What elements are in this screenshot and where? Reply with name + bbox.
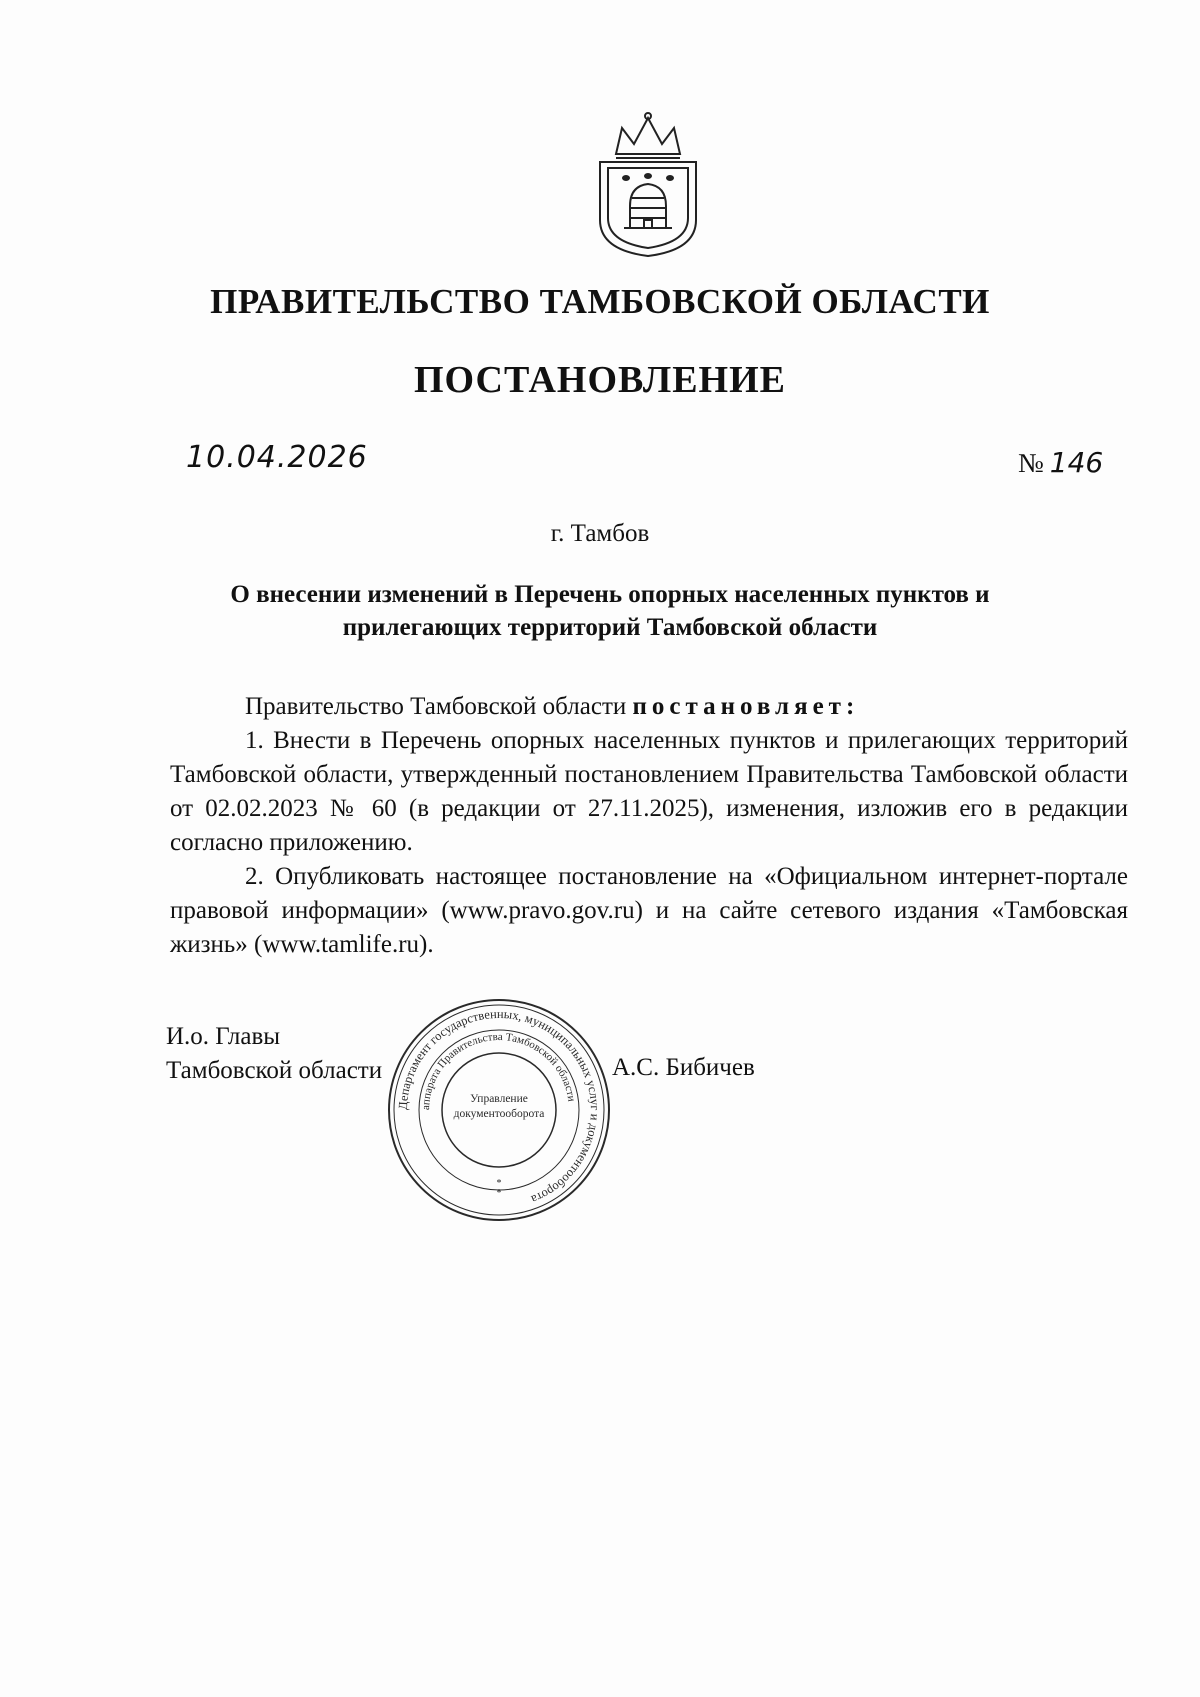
lead-keyword: постановляет: [632,693,860,720]
stamp-inner-text: аппарата Правительства Тамбовской области [419,1030,578,1111]
number-value: 146 [1049,446,1104,479]
stamp-outer-text: Департамент государственных, муниципальных услуг и документооборота [395,1006,603,1207]
stamp-center [447,1092,551,1132]
signer-position-line-1: И.о. Главы [166,1023,281,1050]
city: г. Тамбов [550,520,650,547]
signer-position [166,1020,382,1088]
subject-line-1: О внесении изменений в Перечень опорных населенных пунктов и [230,581,990,608]
document-number [1018,446,1103,479]
signer-position-line-2: Тамбовской области [166,1057,383,1084]
number-label: № [1018,448,1044,478]
resolution-lead [170,690,1128,724]
item-1: 1. Внести в Перечень опорных населенных пунктов и прилегающих территорий Тамбовской области, утвержденный постановлением Правительства Тамбовской области от 02.02.2023 № 60 (в редакции от 27.11.2025), изменения, изложив его в редакции согласно приложению. [170,727,1128,856]
document-type: ПОСТАНОВЛЕНИЕ [413,359,787,401]
lead-text: Правительство Тамбовской области [245,693,633,720]
round-seal-icon [385,996,613,1224]
document-subject [150,578,1070,644]
document-date: 10.04.2026 [186,440,368,475]
government-title: ПРАВИТЕЛЬСТВО ТАМБОВСКОЙ ОБЛАСТИ [210,282,990,321]
document-body [170,690,1128,962]
svg-text:*: * [496,1188,502,1199]
subject-line-2: прилегающих территорий Тамбовской области [342,614,878,641]
stamp-center-text: Управление документооборота [453,1093,545,1120]
item-2: 2. Опубликовать настоящее постановление на «Официальном интернет-портале правовой информации» (www.pravo.gov.ru) и на сайте сетевого издания «Тамбовская жизнь» (www.tamlife.ru). [170,863,1128,958]
svg-text:*: * [496,1178,502,1189]
signer-name: А.С. Бибичев [612,1054,755,1081]
tambov-coat-of-arms-icon [586,110,710,260]
